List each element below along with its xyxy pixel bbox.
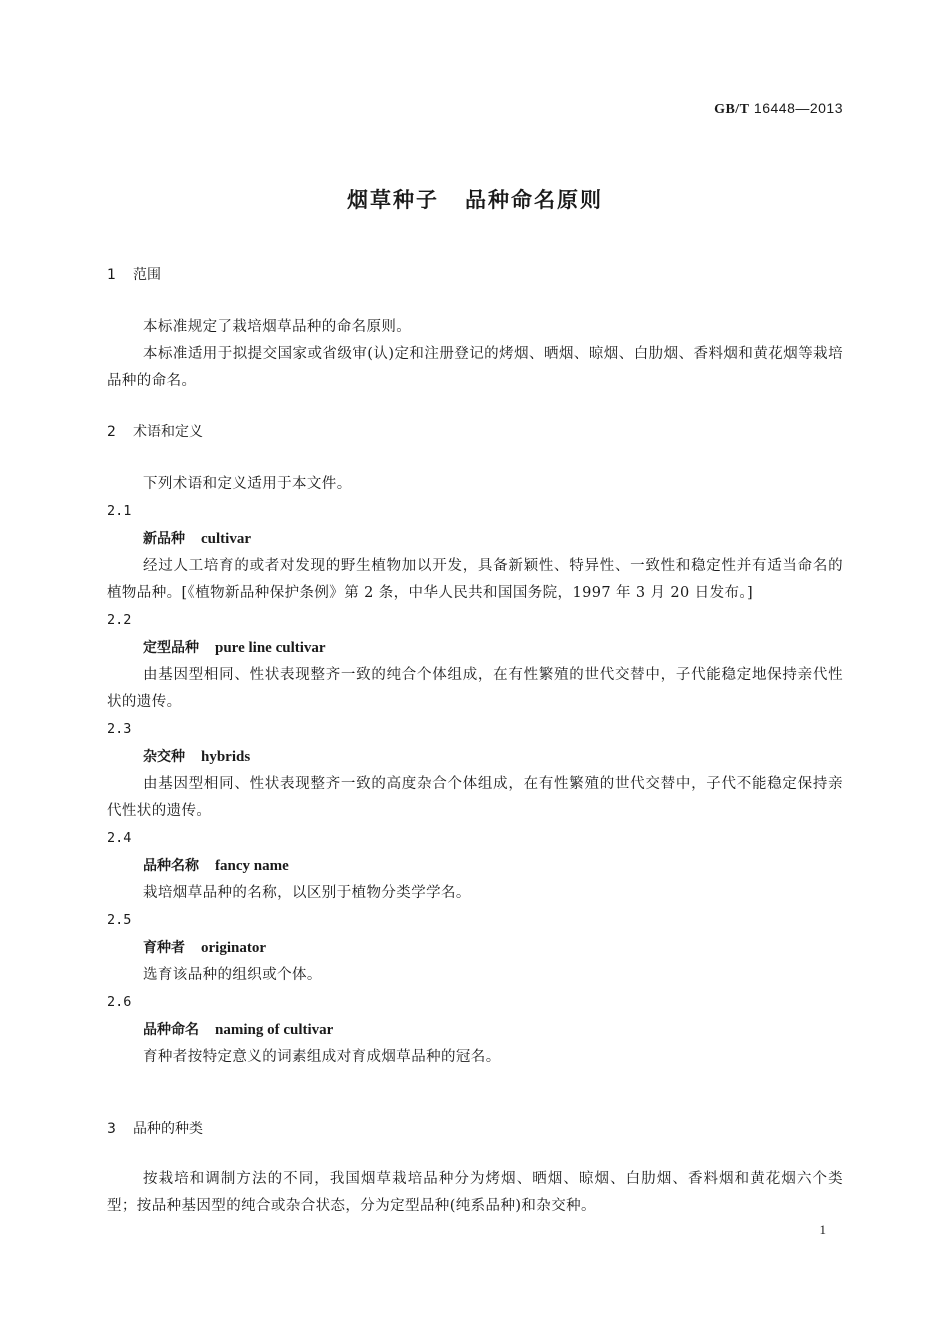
term-definition: 经过人工培育的或者对发现的野生植物加以开发，具备新颖性、特异性、一致性和稳定性并有适当命名的植物品种。[《植物新品种保护条例》第 2 条，中华人民共和国国务院，1997 年 3 月 20 日发布。]	[107, 558, 843, 601]
section-1-body	[107, 314, 843, 395]
section-title: 术语和定义	[133, 424, 203, 440]
term-heading	[107, 934, 843, 962]
term-number: 2.6	[107, 994, 132, 1010]
section-1-heading	[107, 262, 843, 289]
term-heading	[107, 525, 843, 553]
term-zh: 杂交种	[143, 749, 185, 765]
term-number: 2.4	[107, 830, 132, 846]
section-3-heading	[107, 1116, 843, 1143]
term-heading	[107, 852, 843, 880]
term-heading	[107, 1016, 843, 1044]
page-number: 1	[819, 1222, 826, 1237]
section-2-heading	[107, 419, 843, 446]
document-title	[0, 184, 950, 214]
term-en: hybrids	[201, 749, 251, 765]
term-heading	[107, 743, 843, 771]
term-number: 2.1	[107, 503, 132, 519]
section-2-body	[107, 471, 843, 1071]
title-part2: 品种命名原则	[465, 188, 603, 212]
term-zh: 育种者	[143, 940, 185, 956]
term-number: 2.5	[107, 912, 132, 928]
term-definition: 选育该品种的组织或个体。	[143, 967, 322, 983]
paragraph: 按栽培和调制方法的不同，我国烟草栽培品种分为烤烟、晒烟、晾烟、白肋烟、香料烟和黄花烟六个类型；按品种基因型的纯合或杂合状态，分为定型品种(纯系品种)和杂交种。	[107, 1171, 843, 1214]
paragraph: 本标准规定了栽培烟草品种的命名原则。	[143, 319, 412, 335]
term-en: naming of cultivar	[215, 1022, 334, 1038]
term-en: originator	[201, 940, 266, 956]
section-number: 1	[107, 267, 116, 283]
paragraph: 下列术语和定义适用于本文件。	[143, 476, 352, 492]
term-heading	[107, 634, 843, 662]
term-number: 2.3	[107, 721, 132, 737]
term-zh: 新品种	[143, 531, 185, 547]
term-en: cultivar	[201, 531, 251, 547]
term-definition: 育种者按特定意义的词素组成对育成烟草品种的冠名。	[143, 1049, 501, 1065]
term-definition: 由基因型相同、性状表现整齐一致的纯合个体组成，在有性繁殖的世代交替中，子代能稳定地保持亲代性状的遗传。	[107, 667, 843, 710]
section-title: 品种的种类	[133, 1121, 203, 1137]
term-zh: 定型品种	[143, 640, 199, 656]
standard-prefix: GB/T	[714, 102, 750, 117]
term-definition: 栽培烟草品种的名称，以区别于植物分类学学名。	[143, 885, 471, 901]
term-en: fancy name	[215, 858, 289, 874]
term-en: pure line cultivar	[215, 640, 326, 656]
standard-code	[714, 100, 843, 118]
term-number: 2.2	[107, 612, 132, 628]
term-zh: 品种名称	[143, 858, 199, 874]
section-number: 2	[107, 424, 116, 440]
section-3-body	[107, 1166, 843, 1220]
standard-number: 16448—2013	[753, 100, 843, 116]
paragraph: 本标准适用于拟提交国家或省级审(认)定和注册登记的烤烟、晒烟、晾烟、白肋烟、香料烟和黄花烟等栽培品种的命名。	[107, 346, 843, 389]
term-definition: 由基因型相同、性状表现整齐一致的高度杂合个体组成，在有性繁殖的世代交替中，子代不能稳定保持亲代性状的遗传。	[107, 776, 843, 819]
section-title: 范围	[133, 267, 161, 283]
term-zh: 品种命名	[143, 1022, 199, 1038]
title-part1: 烟草种子	[347, 188, 439, 212]
section-number: 3	[107, 1121, 116, 1137]
